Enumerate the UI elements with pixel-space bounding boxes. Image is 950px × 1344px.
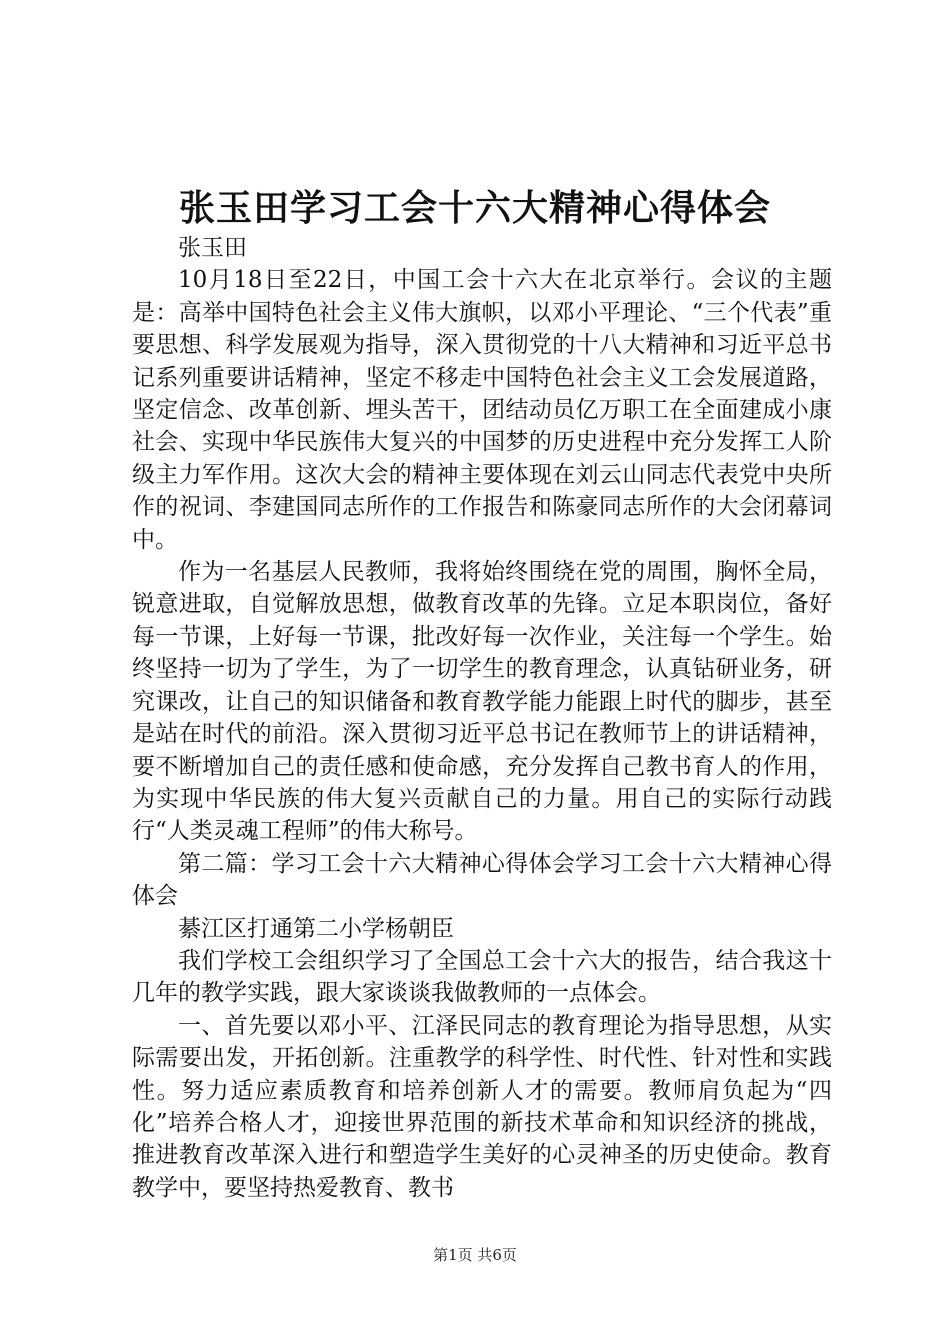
author-line: 綦江区打通第二小学杨朝臣 (178, 915, 454, 942)
body-paragraph: 一、首先要以邓小平、江泽民同志的教育理论为指导思想，从实际需要出发，开拓创新。注重教学的科学性、时代性、针对性和实践性。努力适应素质教育和培养创新人才的需要。教师肩负起为“四化”培养合格人才，迎接世界范围的新技术革命和知识经济的挑战，推进教育改革深入进行和塑造学生美好的心灵神圣的历史使命。教育教学中，要坚持热爱教育、教书 (132, 1012, 832, 1201)
section-heading: 第二篇：学习工会十六大精神心得体会学习工会十六大精神心得体会 (132, 850, 832, 910)
body-paragraph: 10月18日至22日，中国工会十六大在北京举行。会议的主题是：高举中国特色社会主义伟大旗帜，以邓小平理论、“三个代表”重要思想、科学发展观为指导，深入贯彻党的十八大精神和习近平总书记系列重要讲话精神，坚定不移走中国特色社会主义工会发展道路，坚定信念、改革创新、埋头苦干，团结动员亿万职工在全面建成小康社会、实现中华民族伟大复兴的中国梦的历史进程中充分发挥工人阶级主力军作用。这次大会的精神主要体现在刘云山同志代表党中央所作的祝词、李建国同志所作的工作报告和陈豪同志所作的大会闭幕词中。 (132, 267, 832, 553)
document-title: 张玉田学习工会十六大精神心得体会 (178, 187, 771, 229)
body-paragraph: 我们学校工会组织学习了全国总工会十六大的报告，结合我这十几年的教学实践，跟大家谈谈我做教师的一点体会。 (132, 947, 832, 1007)
page-footer: 第1页 共6页 (433, 1246, 517, 1264)
body-paragraph: 作为一名基层人民教师，我将始终围绕在党的周围，胸怀全局，锐意进取，自觉解放思想，做教育改革的先锋。立足本职岗位，备好每一节课，上好每一节课，批改好每一次作业，关注每一个学生。始终坚持一切为了学生，为了一切学生的教育理念，认真钻研业务，研究课改，让自己的知识储备和教育教学能力能跟上时代的脚步，甚至是站在时代的前沿。深入贯彻习近平总书记在教师节上的讲话精神，要不断增加自己的责任感和使命感，充分发挥自己教书育人的作用，为实现中华民族的伟大复兴贡献自己的力量。用自己的实际行动践行“人类灵魂工程师”的伟大称号。 (132, 559, 832, 845)
document-body (132, 232, 832, 1204)
author-line: 张玉田 (178, 235, 247, 261)
